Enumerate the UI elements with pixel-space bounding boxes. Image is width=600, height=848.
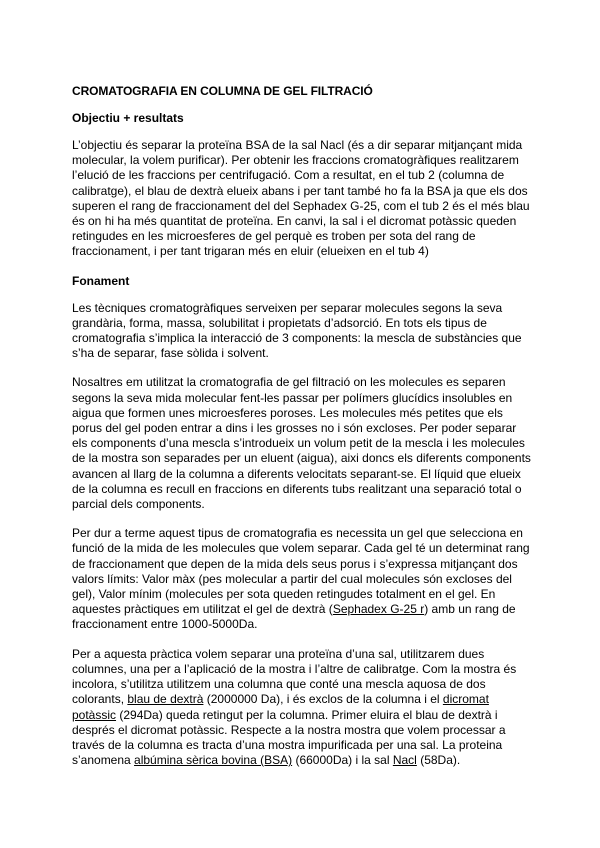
term-bsa: albúmina sèrica bovina (BSA) [134,753,293,768]
text-run: (58Da). [416,753,461,768]
section-heading-objectiu: Objectiu + resultats [72,111,184,125]
document-body [72,84,534,782]
section-heading-fonament: Fonament [72,273,130,288]
text-run: ) amb un rang de fraccionament entre 1000-5000Da. [72,602,516,632]
text-run: Per dur a terme aquest tipus de cromatografia es necessita un gel que selecciona en funció de la mida de les molecules que volem separar. Cada gel té un determinat rang de fraccionament que depen de la mida dels seus porus i s’expressa mitjançant dos valors límits: Valor màx (pes molecular a partir del cual molecules són excloses del gel), Valor mínim (molecules per sota queden retingudes totalment en el gel. En aquestes pràctiques em utilitzat el gel de dextrà ( [72,526,530,617]
page-title: CROMATOGRAFIA EN COLUMNA DE GEL FILTRACIÓ [72,84,373,98]
paragraph-fonament-1: Les tècniques cromatogràfiques serveixen per separar molecules segons la seva grandària, forma, massa, solubilitat i propietats d’adsorció. En tots els tipus de cromatografia s’implica la interacció de 3 components: la mescla de substàncies que s’ha de separar, fase sòlida i solvent. [72,300,522,361]
text-run: (294Da) queda retingut per la columna. Primer eluira el blau de dextrà i després el dicromat potàssic. Respecte a la nostra mostra que volem processar a través de la columna es tracta d’una mostra impurificada per una sal. La proteina s’anomena [72,707,506,768]
term-blau-de-dextra: blau de dextrà [127,692,204,707]
text-run: Per a aquesta pràctica volem separar una proteïna d’una sal, utilitzarem dues columnes, una per a l’aplicació de la mostra i l’altre de calibratge. Com la mostra és incolora, s’utilitza utilitzem una columna que conté una mescla aquosa de dos colorants, [72,646,517,707]
text-run: (2000000 Da), i és exclos de la columna i el [203,692,443,707]
term-dicromat-potassic: dicromat potàssic [72,692,489,722]
term-nacl: Nacl [392,753,417,768]
paragraph-fonament-4 [72,647,534,769]
paragraph-fonament-2: Nosaltres em utilitzat la cromatografia de gel filtració on les molecules es separen segons la seva mida molecular fent-les passar per polímers glucídics insolubles en aigua que formen unes microesferes poroses. Les molecules més petites que els porus del gel poden entrar a dins i les grosses no i són excloses. Per poder separar els components d’una mescla s’introdueix un volum petit de la mescla i les molecules de la mostra son separades per un eluent (aigua), aixi doncs els diferents components avancen al llarg de la columna a diferents velocitats separant-se. El líquid que elueix de la columna es recull en fraccions en diferents tubs realitzant una separació total o parcial dels components. [72,375,531,512]
paragraph-objectiu: L’objectiu és separar la proteïna BSA de la sal Nacl (és a dir separar mitjançant mida molecular, la volem purificar). Per obtenir les fraccions cromatogràfiques realitzarem l’elució de les fraccions per centrifugació. Com a resultat, en el tub 2 (columna de calibratge), el blau de dextrà elueix abans i per tant també ho fa la BSA ja que els dos superen el rang de fraccionament del del Sephadex G-25, com el tub 2 és el més blau és on hi ha més quantitat de proteïna. En canvi, la sal i el dicromat potàssic queden retingudes en les microesferes de gel perquè es troben per sota del rang de fraccionament, i per tant trigaran més en eluir (elueixen en el tub 4) [72,138,530,259]
sephadex-link: Sephadex G-25 r [332,602,425,617]
paragraph-fonament-3 [72,526,534,632]
text-run: (66000Da) i la sal [292,753,393,768]
